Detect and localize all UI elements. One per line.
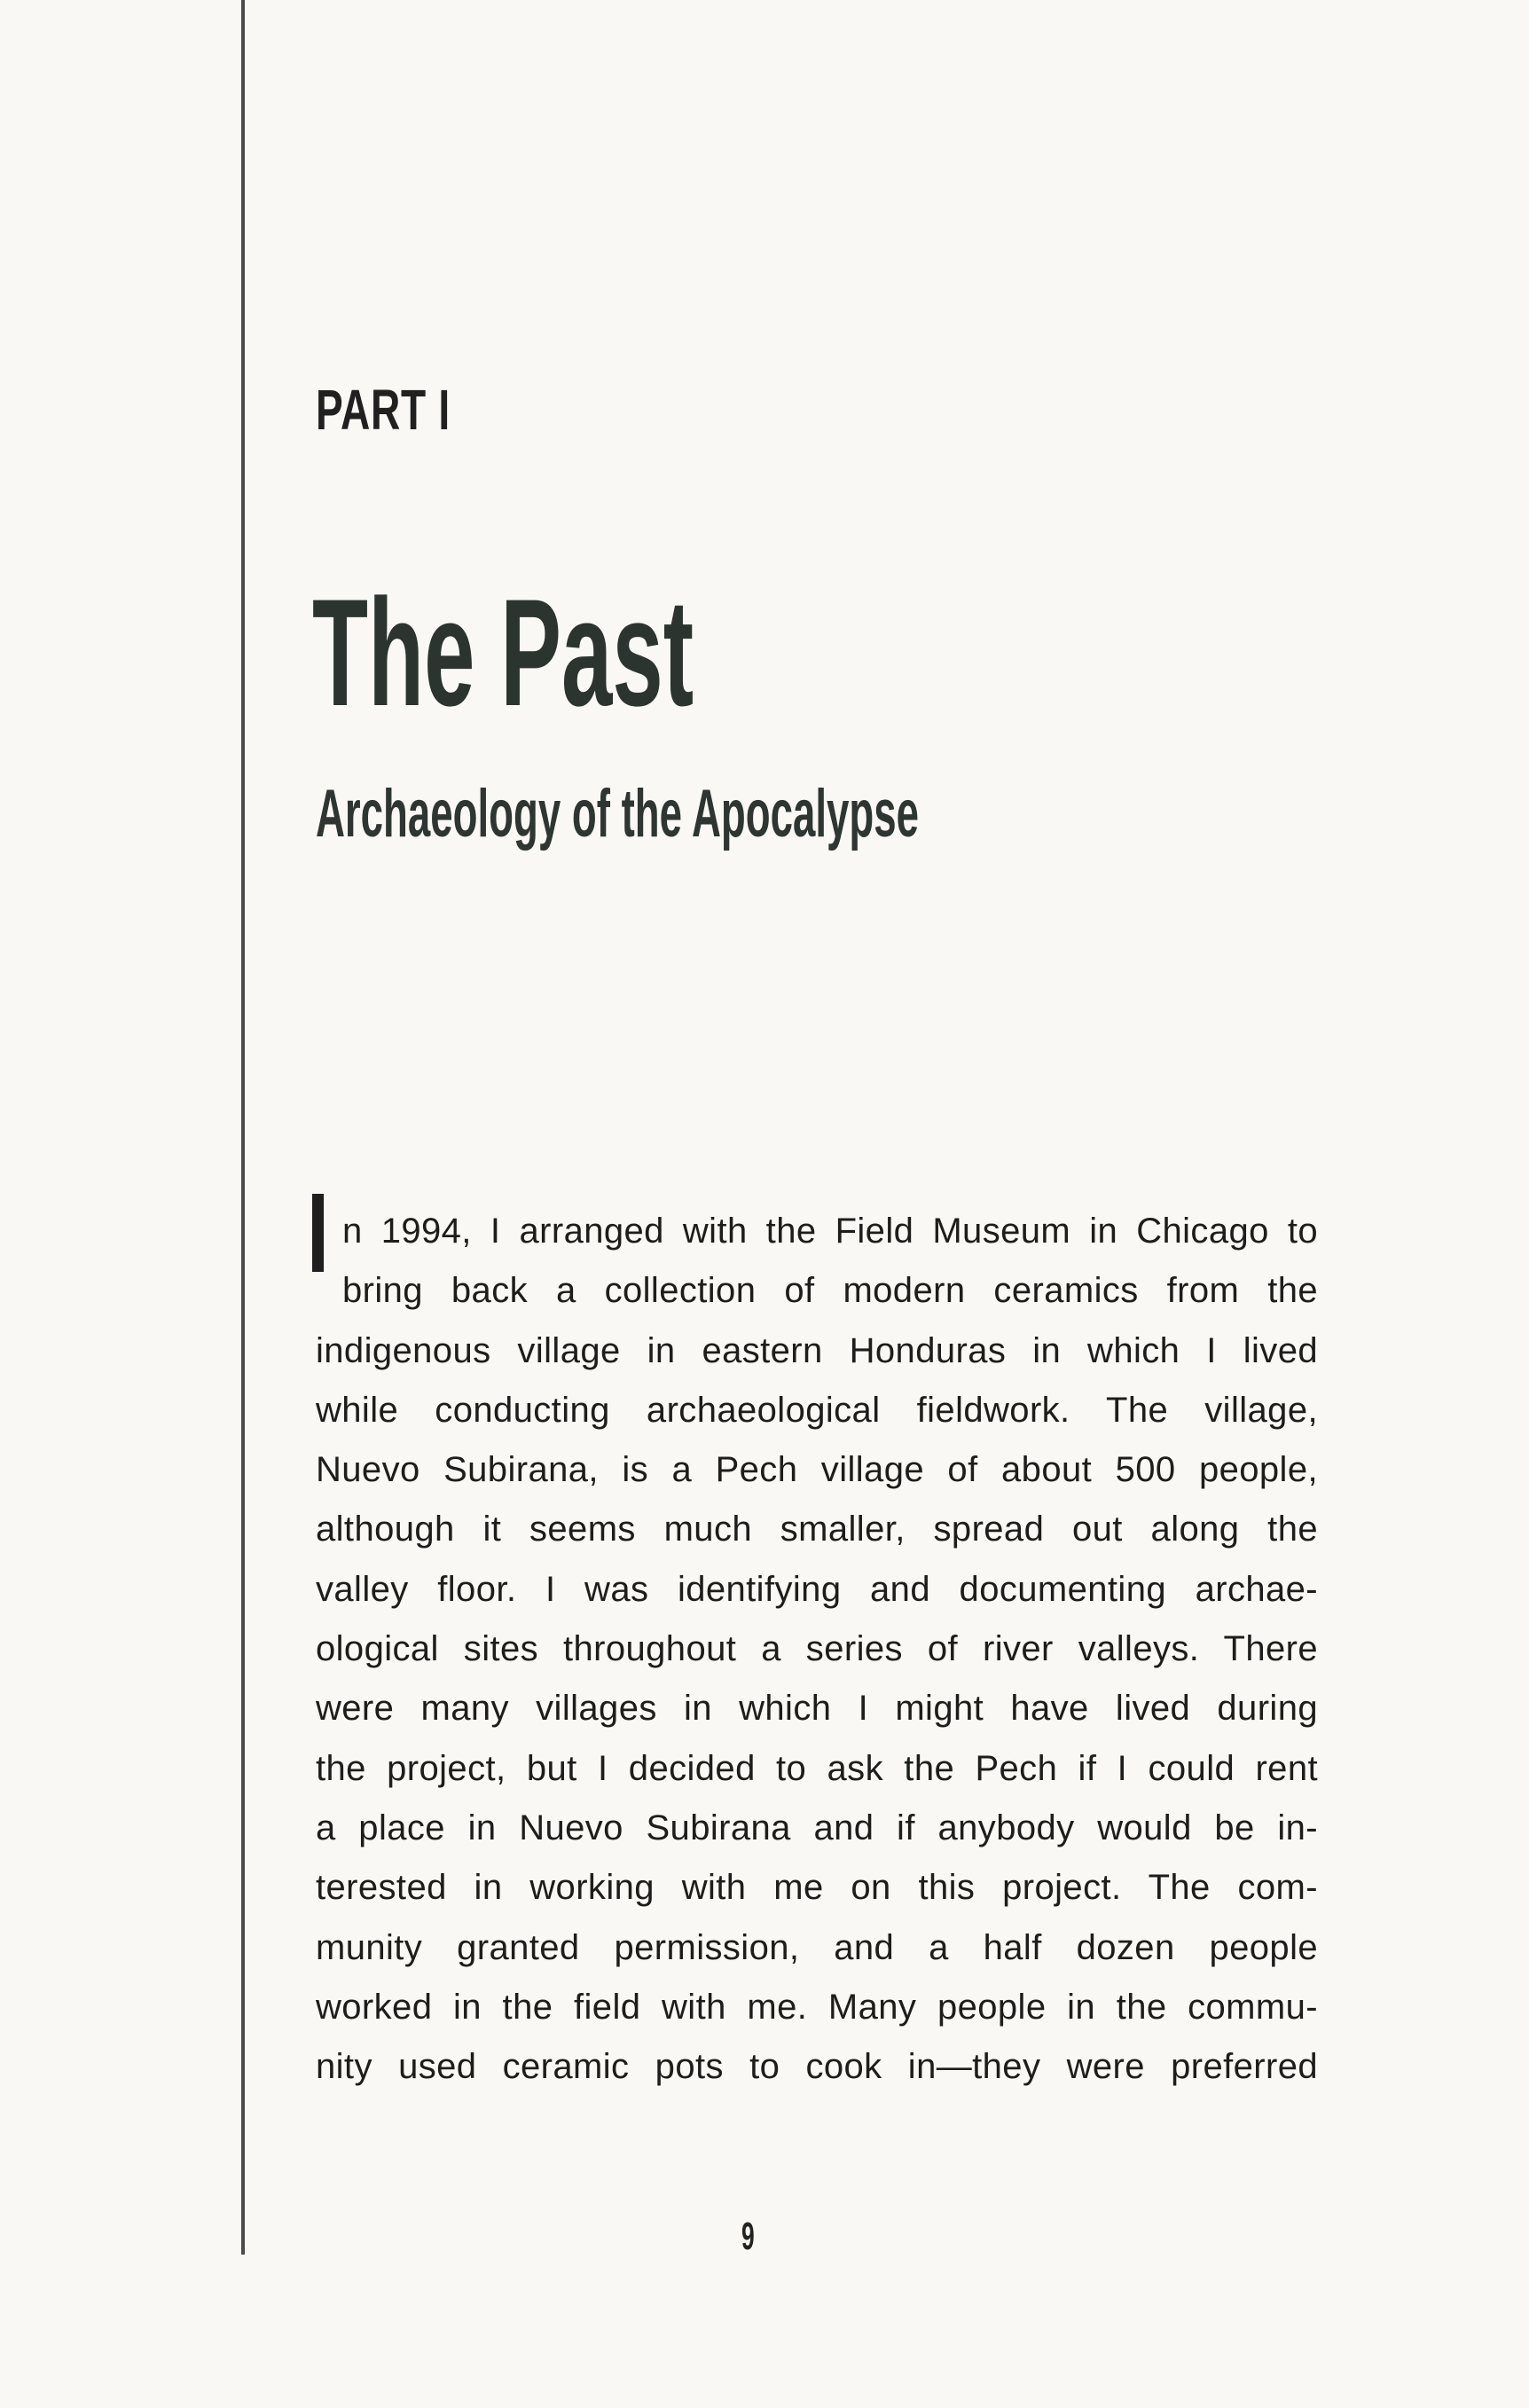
chapter-subtitle: Archaeology of the Apocalypse	[316, 776, 919, 851]
body-paragraph	[316, 1206, 1318, 2101]
text-line: the project, but I decided to ask the Pech if I could rent	[316, 1748, 1318, 1788]
part-label: PART I	[316, 378, 451, 442]
text-line: although it seems much smaller, spread out along the	[316, 1510, 1318, 1549]
text-line: were many villages in which I might have lived during	[316, 1689, 1318, 1729]
text-line: valley floor. I was identifying and documenting archae-	[316, 1569, 1318, 1609]
chapter-title: The Past	[312, 568, 694, 738]
text-line: munity granted permission, and a half dozen people	[316, 1927, 1318, 1967]
text-line: Nuevo Subirana, is a Pech village of about 500 people,	[316, 1450, 1318, 1490]
text-line: nity used ceramic pots to cook in—they were preferred	[316, 2047, 1318, 2087]
page-number: 9	[741, 2215, 755, 2258]
text-line: bring back a collection of modern ceramics from the	[342, 1271, 1318, 1311]
margin-rule	[241, 0, 245, 2255]
text-line: while conducting archaeological fieldwork. The village,	[316, 1390, 1318, 1430]
text-line: ological sites throughout a series of river valleys. There	[316, 1629, 1318, 1669]
text-line: worked in the field with me. Many people in the commu-	[316, 1987, 1318, 2027]
text-line: a place in Nuevo Subirana and if anybody would be in-	[316, 1808, 1318, 1847]
text-line: terested in working with me on this project. The com-	[316, 1868, 1318, 1908]
text-line: indigenous village in eastern Honduras in which I lived	[316, 1330, 1318, 1370]
text-line: n 1994, I arranged with the Field Museum in Chicago to	[342, 1212, 1318, 1251]
